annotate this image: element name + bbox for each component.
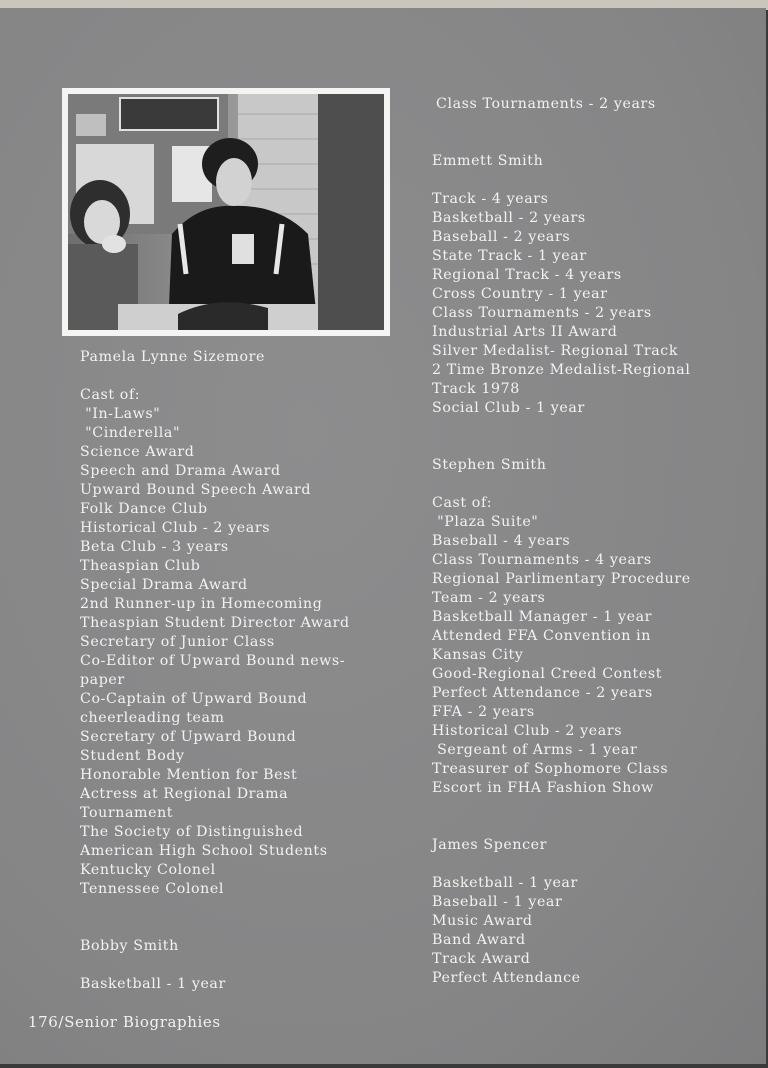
biography-line: Secretary of Upward Bound: [80, 729, 297, 745]
line-gap: [80, 918, 350, 937]
biography-line: Treasurer of Sophomore Class: [432, 761, 669, 777]
biography-line: Emmett Smith: [432, 153, 544, 169]
biography-line: Kansas City: [432, 647, 524, 663]
biography-line: Team - 2 years: [432, 590, 546, 606]
biography-line: Historical Club - 2 years: [80, 520, 271, 536]
biography-line: State Track - 1 year: [432, 248, 587, 264]
biography-line: Actress at Regional Drama: [80, 786, 289, 802]
biography-line: The Society of Distinguished: [80, 824, 304, 840]
yearbook-page: [0, 8, 766, 1064]
biography-line: Attended FFA Convention in: [432, 628, 651, 644]
biography-line: Perfect Attendance - 2 years: [432, 685, 653, 701]
biography-line: Baseball - 1 year: [432, 894, 563, 910]
biography-line: Band Award: [432, 932, 526, 948]
line-gap: [432, 817, 691, 836]
biography-line: Basketball Manager - 1 year: [432, 609, 653, 625]
biography-line: Pamela Lynne Sizemore: [80, 349, 265, 365]
biography-line: Folk Dance Club: [80, 501, 208, 517]
right-column: [432, 152, 691, 988]
biography-line: American High School Students: [80, 843, 328, 859]
biography-line: 2nd Runner-up in Homecoming: [80, 596, 323, 612]
biography-line: Basketball - 2 years: [432, 210, 586, 226]
biography-line: Track 1978: [432, 381, 520, 397]
biography-line: Music Award: [432, 913, 533, 929]
biography-line: Tennessee Colonel: [80, 881, 225, 897]
biography-line: "Cinderella": [80, 425, 181, 441]
biography-line: FFA - 2 years: [432, 704, 535, 720]
biography-line: Baseball - 4 years: [432, 533, 571, 549]
biography-line: Secretary of Junior Class: [80, 634, 275, 650]
biography-line: Basketball - 1 year: [80, 976, 226, 992]
biography-line: Basketball - 1 year: [432, 875, 578, 891]
line-gap: [432, 798, 691, 817]
biography-line: Industrial Arts II Award: [432, 324, 618, 340]
line-gap: [432, 171, 691, 190]
biography-line: Social Club - 1 year: [432, 400, 585, 416]
biography-line: Stephen Smith: [432, 457, 547, 473]
biography-line: Co-Captain of Upward Bound: [80, 691, 308, 707]
biography-line: Kentucky Colonel: [80, 862, 216, 878]
biography-line: Baseball - 2 years: [432, 229, 571, 245]
biography-line: paper: [80, 672, 125, 688]
biography-line: Good-Regional Creed Contest: [432, 666, 663, 682]
biography-line: 2 Time Bronze Medalist-Regional: [432, 362, 691, 378]
biography-line: Class Tournaments - 4 years: [432, 552, 652, 568]
student-photo: [62, 88, 390, 336]
biography-line: Class Tournaments - 2 years: [436, 96, 656, 112]
biography-line: Silver Medalist- Regional Track: [432, 343, 679, 359]
biography-line: Speech and Drama Award: [80, 463, 281, 479]
line-gap: [432, 437, 691, 456]
biography-line: Special Drama Award: [80, 577, 248, 593]
biography-line: "Plaza Suite": [432, 514, 539, 530]
biography-line: Tournament: [80, 805, 174, 821]
line-gap: [432, 855, 691, 874]
biography-line: Theaspian Student Director Award: [80, 615, 350, 631]
biography-line: Co-Editor of Upward Bound news-: [80, 653, 346, 669]
line-gap: [80, 956, 350, 975]
biography-line: Regional Track - 4 years: [432, 267, 622, 283]
biography-line: Cast of:: [432, 495, 493, 511]
biography-line: Perfect Attendance: [432, 970, 581, 986]
line-gap: [80, 899, 350, 918]
line-gap: [80, 367, 350, 386]
biography-line: Track Award: [432, 951, 531, 967]
page-footer: 176/Senior Biographies: [28, 1013, 221, 1031]
biography-line: cheerleading team: [80, 710, 225, 726]
biography-line: "In-Laws": [80, 406, 161, 422]
line-gap: [432, 418, 691, 437]
right-column-top: [436, 95, 656, 114]
biography-line: Honorable Mention for Best: [80, 767, 298, 783]
line-gap: [432, 475, 691, 494]
biography-line: Class Tournaments - 2 years: [432, 305, 652, 321]
left-column: [80, 348, 350, 994]
biography-line: Cast of:: [80, 387, 141, 403]
biography-line: Historical Club - 2 years: [432, 723, 623, 739]
biography-line: James Spencer: [432, 837, 548, 853]
biography-line: Escort in FHA Fashion Show: [432, 780, 654, 796]
biography-line: Track - 4 years: [432, 191, 549, 207]
biography-line: Student Body: [80, 748, 185, 764]
biography-line: Regional Parlimentary Procedure: [432, 571, 691, 587]
biography-line: Bobby Smith: [80, 938, 179, 954]
biography-line: Science Award: [80, 444, 195, 460]
biography-line: Sergeant of Arms - 1 year: [432, 742, 638, 758]
photo-icon: [68, 94, 384, 330]
biography-line: Beta Club - 3 years: [80, 539, 229, 555]
biography-line: Upward Bound Speech Award: [80, 482, 312, 498]
biography-line: Theaspian Club: [80, 558, 201, 574]
biography-line: Cross Country - 1 year: [432, 286, 608, 302]
